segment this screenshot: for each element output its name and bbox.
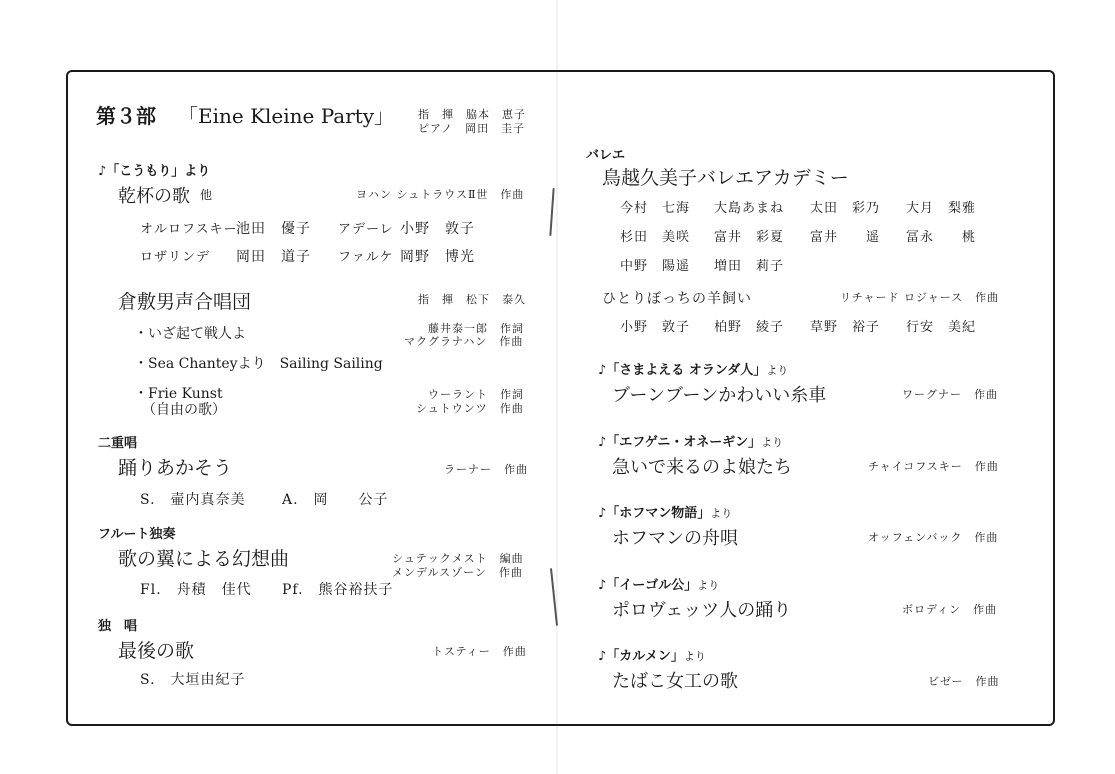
opera-composer: ボロディン 作曲 bbox=[902, 603, 998, 616]
cast-name: 池田 優子 bbox=[236, 221, 311, 237]
cast-role: アデーレ bbox=[338, 222, 394, 237]
opera-source-yori: より bbox=[761, 436, 784, 449]
flute-composer: メンデルスゾーン 作曲 bbox=[392, 566, 523, 579]
fledermaus-song-suffix: 他 bbox=[200, 188, 213, 202]
opera-composer: ワーグナー 作曲 bbox=[902, 388, 998, 401]
choir-item-title: ・Frie Kunst bbox=[134, 386, 223, 402]
cast-role: ファルケ bbox=[338, 250, 394, 265]
dancer-name: 富井 彩夏 bbox=[714, 230, 785, 245]
fledermaus-song: 乾杯の歌 bbox=[118, 186, 190, 207]
ballet-performer: 小野 敦子 bbox=[620, 320, 691, 335]
choir-item-subtitle: （自由の歌） bbox=[142, 402, 226, 418]
dancer-name: 増田 莉子 bbox=[714, 259, 785, 274]
choir-item-lyricist: 藤井泰一郎 作詞 bbox=[428, 322, 524, 335]
duet-singer-soprano: S. 壷内真奈美 bbox=[140, 492, 246, 508]
opera-song: ポロヴェッツ人の踊り bbox=[612, 600, 792, 621]
cast-name: 小野 敦子 bbox=[400, 221, 475, 237]
ballet-performer: 行安 美紀 bbox=[906, 320, 977, 335]
opera-composer: オッフェンバック 作曲 bbox=[868, 531, 999, 544]
flute-song: 歌の翼による幻想曲 bbox=[118, 548, 290, 570]
flute-arranger: シュテックメスト 編曲 bbox=[392, 552, 524, 565]
opera-source-title: ♪「カルメン」 bbox=[598, 649, 684, 664]
choir-item-lyricist: ウーラント 作詞 bbox=[428, 388, 524, 401]
duet-song: 踊りあかそう bbox=[118, 457, 233, 479]
opera-source bbox=[598, 574, 719, 593]
cast-role: ロザリンデ bbox=[140, 250, 211, 265]
duet-composer: ラーナー 作曲 bbox=[444, 463, 528, 476]
opera-source-title: ♪「イーゴル公」 bbox=[598, 578, 698, 593]
opera-composer: ビゼー 作曲 bbox=[928, 675, 1000, 688]
opera-song: 急いで来るのよ娘たち bbox=[612, 457, 792, 478]
opera-composer: チャイコフスキー 作曲 bbox=[868, 460, 999, 473]
choir-item-title: ・いざ起て戦人よ bbox=[134, 326, 246, 342]
dancer-name: 太田 彩乃 bbox=[810, 201, 881, 216]
cast-role: オルロフスキー bbox=[140, 222, 238, 237]
choir-item-composer: マクグラナハン 作曲 bbox=[404, 335, 524, 348]
flute-section-label: フルート独奏 bbox=[98, 527, 176, 542]
choir-item-title: ・Sea Chanteyより Sailing Sailing bbox=[134, 356, 383, 372]
ballet-academy: 鳥越久美子バレエアカデミー bbox=[602, 167, 849, 189]
opera-source-title: ♪「さまよえる オランダ人」 bbox=[598, 363, 767, 378]
piano-player: Pf. 熊谷裕扶子 bbox=[282, 582, 394, 598]
opera-song: ブーンブーンかわいい糸車 bbox=[612, 385, 827, 406]
opera-song: ホフマンの舟唄 bbox=[612, 528, 738, 549]
dancer-name: 大月 梨雅 bbox=[906, 201, 977, 216]
opera-source-yori: より bbox=[697, 579, 720, 592]
solo-composer: トスティー 作曲 bbox=[432, 645, 527, 658]
choir-item-composer: シュトウンツ 作曲 bbox=[416, 402, 524, 415]
part-title: 「Eine Kleine Party」 bbox=[178, 104, 395, 128]
opera-source-yori: より bbox=[683, 650, 706, 663]
dancer-name: 今村 七海 bbox=[620, 201, 691, 216]
fledermaus-source: ♪「こうもり」より bbox=[98, 164, 211, 179]
dancer-name: 中野 陽遥 bbox=[620, 259, 691, 274]
opera-source-yori: より bbox=[710, 507, 733, 520]
opera-source-title: ♪「エフゲニ・オネーギン」 bbox=[598, 435, 762, 450]
opera-source bbox=[598, 431, 783, 450]
ballet-performer: 柏野 綾子 bbox=[714, 320, 785, 335]
solo-singer: S. 大垣由紀子 bbox=[140, 672, 246, 688]
solo-song: 最後の歌 bbox=[118, 640, 195, 662]
duet-section-label: 二重唱 bbox=[98, 436, 138, 451]
opera-source bbox=[598, 645, 706, 664]
choir-name: 倉敷男声合唱団 bbox=[118, 291, 252, 313]
dancer-name: 杉田 美咲 bbox=[620, 230, 691, 245]
part-number: 第３部 bbox=[96, 104, 156, 128]
opera-source-yori: より bbox=[766, 364, 789, 377]
flute-player: Fl. 舟積 佳代 bbox=[140, 582, 252, 598]
part-pianist: ピアノ 岡田 圭子 bbox=[418, 122, 526, 135]
dancer-name: 冨永 桃 bbox=[906, 230, 977, 245]
opera-source bbox=[598, 502, 732, 521]
dancer-name: 富井 遥 bbox=[810, 230, 881, 245]
opera-song: たばこ女工の歌 bbox=[612, 671, 738, 692]
cast-name: 岡野 博光 bbox=[400, 249, 475, 265]
solo-section-label: 独 唱 bbox=[98, 619, 138, 634]
part-conductor: 指 揮 脇本 恵子 bbox=[418, 108, 526, 121]
cast-name: 岡田 道子 bbox=[236, 249, 311, 265]
ballet-performer: 草野 裕子 bbox=[810, 320, 881, 335]
opera-source-title: ♪「ホフマン物語」 bbox=[598, 506, 711, 521]
dancer-name: 大島あまね bbox=[714, 201, 785, 216]
fledermaus-composer: ヨハン シュトラウスⅡ世 作曲 bbox=[356, 188, 525, 201]
ballet-piece-composer: リチャード ロジャース 作曲 bbox=[840, 291, 1000, 304]
ballet-section-label: バレエ bbox=[586, 148, 626, 163]
choir-conductor: 指 揮 松下 泰久 bbox=[418, 293, 526, 306]
opera-source bbox=[598, 359, 788, 378]
ballet-piece: ひとりぼっちの羊飼い bbox=[602, 291, 752, 307]
duet-singer-alto: A. 岡 公子 bbox=[282, 492, 389, 508]
